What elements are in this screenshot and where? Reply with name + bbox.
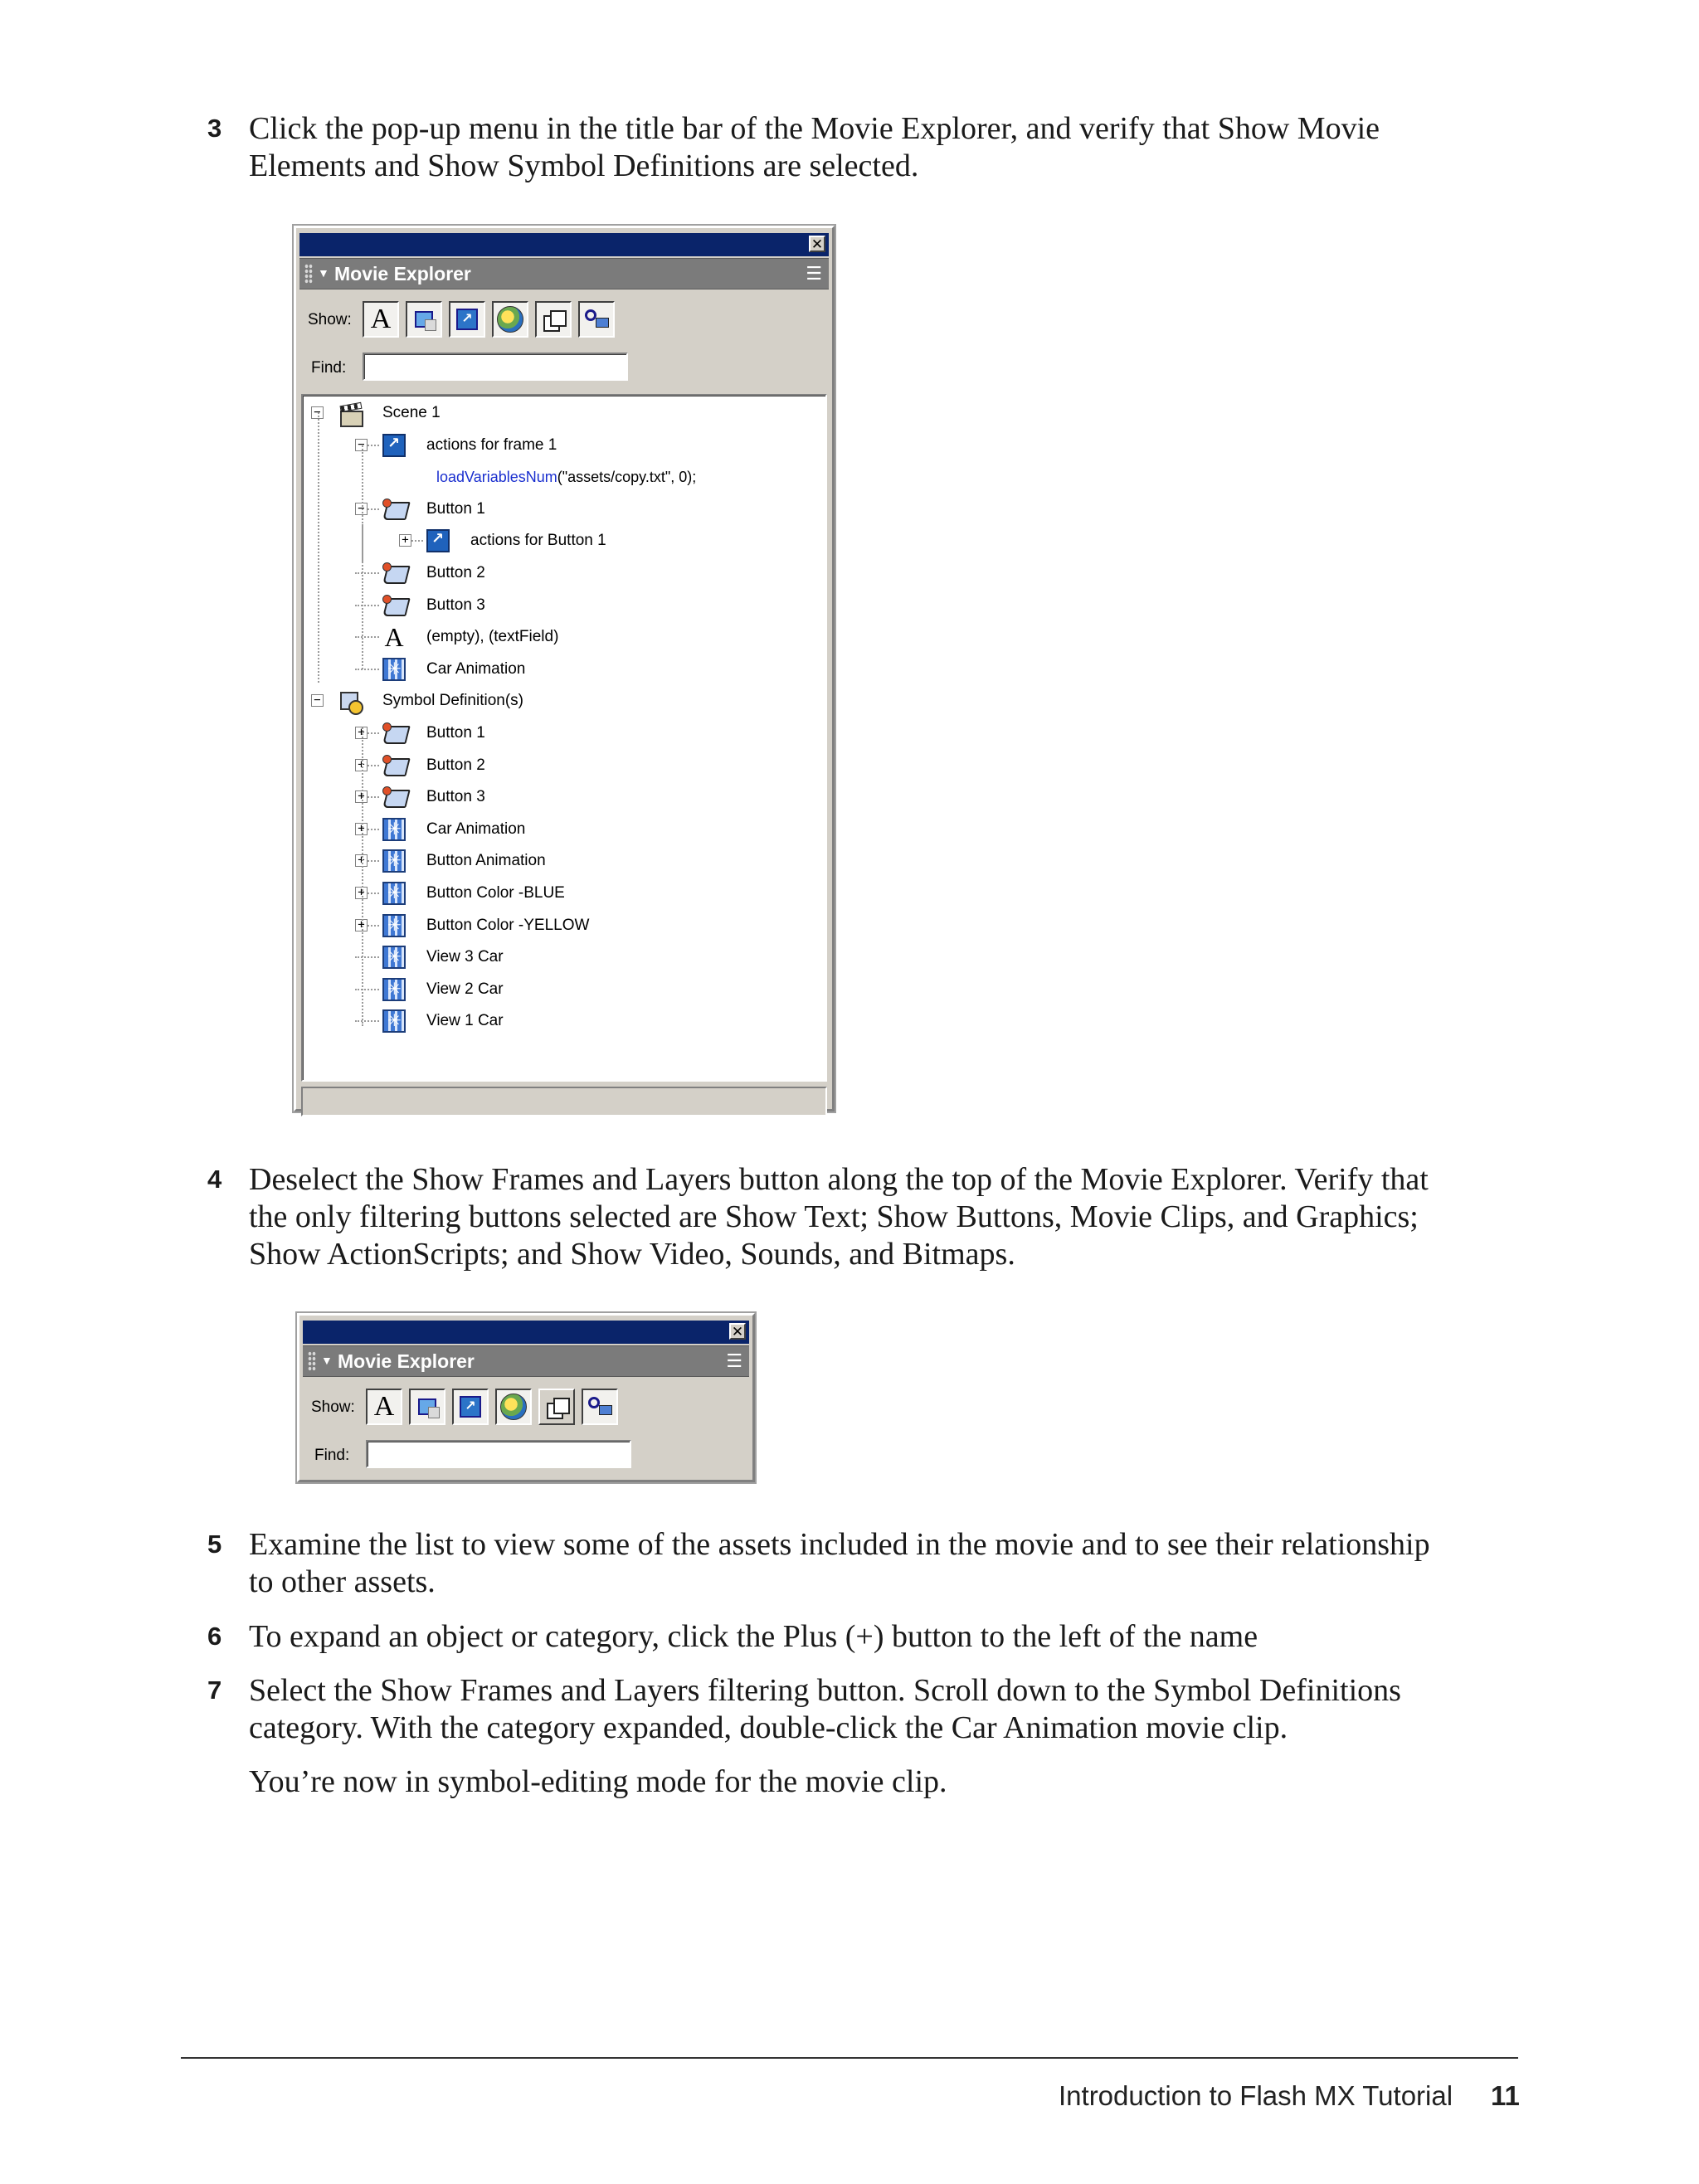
tree-row[interactable] bbox=[303, 654, 825, 685]
footer-rule bbox=[181, 2057, 1518, 2059]
step-4 bbox=[207, 1161, 1510, 1273]
tree-row[interactable] bbox=[303, 878, 825, 909]
show-frames-layers-button[interactable] bbox=[538, 1389, 575, 1425]
movie-explorer-panel-compact bbox=[297, 1313, 755, 1482]
tree-item-label bbox=[426, 948, 504, 966]
tree-item-text: Button 1 bbox=[426, 499, 485, 518]
tree-item-text: Button 2 bbox=[426, 756, 485, 774]
step-7-note: You’re now in symbol-editing mode for the movie clip. bbox=[249, 1764, 947, 1799]
tree-item-text: (empty), (textField) bbox=[426, 628, 559, 646]
tree-item-text: Button Animation bbox=[426, 852, 546, 870]
scene-icon bbox=[338, 401, 362, 425]
tree-item-text: Button 3 bbox=[426, 596, 485, 614]
customize-icon bbox=[587, 1395, 612, 1418]
actionscript-icon: ↗ bbox=[460, 1396, 481, 1418]
media-icon bbox=[500, 1394, 527, 1420]
show-frames-layers-button[interactable] bbox=[535, 301, 572, 338]
button-icon bbox=[382, 754, 406, 777]
text-icon: A bbox=[373, 1391, 395, 1422]
tree-item-label bbox=[426, 756, 485, 775]
show-video-sounds-bitmaps-button[interactable] bbox=[492, 301, 528, 338]
tree-item-label bbox=[426, 564, 485, 582]
tree-item-text: Car Animation bbox=[426, 659, 526, 678]
tree-row[interactable] bbox=[303, 941, 825, 973]
step-text: Deselect the Show Frames and Layers button along the top of the Movie Explorer. Verify that the only filtering buttons selected are Show Text; Show Buttons, Movie Clips, and Graphics; Show ActionScripts; and Show Video, Sounds, and Bitmaps. bbox=[249, 1162, 1429, 1272]
tree-connector bbox=[368, 925, 379, 927]
collapse-arrow-icon[interactable]: ▼ bbox=[321, 1354, 333, 1367]
tree-row[interactable] bbox=[303, 494, 825, 525]
window-titlebar bbox=[303, 1321, 749, 1344]
options-menu-icon[interactable]: ☰ bbox=[726, 1350, 742, 1371]
tree-item-text: actions for frame 1 bbox=[426, 435, 557, 454]
actionscript-icon: ↗ bbox=[456, 309, 478, 330]
tree-connector bbox=[411, 540, 423, 542]
tree-connector bbox=[355, 605, 379, 606]
find-label: Find: bbox=[311, 359, 347, 377]
step-3 bbox=[207, 110, 1510, 185]
panel-title: Movie Explorer bbox=[338, 1350, 475, 1372]
tree-connector bbox=[368, 445, 379, 446]
frames-layers-icon bbox=[547, 1398, 567, 1416]
tree-item-label bbox=[426, 724, 485, 742]
tree-item-label bbox=[426, 917, 589, 935]
customize-items-button[interactable] bbox=[578, 301, 615, 338]
button-icon bbox=[382, 722, 406, 745]
panel-title: Movie Explorer bbox=[334, 263, 471, 285]
tree-connector bbox=[368, 860, 379, 862]
show-text-button[interactable] bbox=[366, 1389, 402, 1425]
tree-connector bbox=[355, 956, 379, 958]
tree-connector bbox=[355, 989, 379, 990]
tree-item-label bbox=[426, 788, 485, 806]
tree-row[interactable] bbox=[303, 557, 825, 589]
tree-item-text: actions for Button 1 bbox=[470, 532, 606, 550]
tree-row[interactable] bbox=[303, 974, 825, 1005]
tree-row[interactable] bbox=[303, 430, 825, 461]
tree-connector bbox=[368, 732, 379, 734]
step-5 bbox=[207, 1526, 1510, 1601]
tree-item-text: Scene 1 bbox=[382, 404, 441, 421]
tree-item-text: Button Color -BLUE bbox=[426, 884, 565, 902]
tree-view[interactable] bbox=[301, 394, 827, 1082]
symdef-icon bbox=[338, 689, 362, 713]
panel-header[interactable] bbox=[299, 258, 829, 289]
step-number: 7 bbox=[207, 1676, 222, 1705]
tree-row[interactable] bbox=[303, 621, 825, 653]
button-symbol-icon bbox=[418, 1398, 436, 1415]
find-input[interactable] bbox=[363, 353, 628, 381]
tree-connector bbox=[368, 508, 379, 510]
step-text: Examine the list to view some of the assets included in the movie and to see their relationship to other assets. bbox=[249, 1527, 1430, 1599]
tree-row[interactable] bbox=[303, 717, 825, 749]
collapse-icon[interactable]: − bbox=[355, 503, 368, 515]
page-number: 11 bbox=[1491, 2080, 1520, 2111]
tree-item-text: Symbol Definition(s) bbox=[382, 692, 523, 710]
window-titlebar bbox=[299, 233, 829, 256]
step-text: Click the pop-up menu in the title bar of the Movie Explorer, and verify that Show Movie Elements and Show Symbol Definitions are selected. bbox=[249, 111, 1380, 183]
tree-row[interactable] bbox=[303, 685, 825, 717]
tree-item-label bbox=[426, 660, 525, 679]
collapse-arrow-icon[interactable]: ▼ bbox=[318, 266, 329, 280]
show-label: Show: bbox=[308, 311, 352, 328]
tree-item-label bbox=[436, 469, 696, 486]
tree-item-text: View 2 Car bbox=[426, 980, 504, 998]
tree-item-text: Button 3 bbox=[426, 788, 485, 806]
expand-icon[interactable]: + bbox=[355, 727, 368, 739]
tree-item-label bbox=[382, 692, 523, 710]
movie-icon bbox=[382, 1009, 406, 1033]
step-number: 4 bbox=[207, 1165, 222, 1194]
tree-guide-line bbox=[362, 727, 363, 1026]
frames-layers-icon bbox=[543, 310, 563, 328]
tree-item-label bbox=[382, 404, 441, 422]
tree-connector bbox=[355, 669, 379, 670]
footer-title: Introduction to Flash MX Tutorial bbox=[1059, 2080, 1453, 2111]
movie-icon bbox=[382, 818, 406, 841]
show-actionscripts-button[interactable] bbox=[449, 301, 485, 338]
collapse-icon[interactable]: − bbox=[355, 439, 368, 451]
expand-icon[interactable]: + bbox=[399, 534, 411, 547]
tree-row[interactable] bbox=[303, 461, 825, 493]
tree-item-label bbox=[426, 980, 504, 999]
movie-icon bbox=[382, 658, 406, 681]
show-label: Show: bbox=[311, 1398, 355, 1416]
step-number: 6 bbox=[207, 1622, 222, 1651]
collapse-icon[interactable]: − bbox=[311, 694, 324, 707]
media-icon bbox=[497, 306, 523, 333]
step-number: 5 bbox=[207, 1530, 222, 1559]
button-icon bbox=[382, 786, 406, 809]
tree-item-text: View 3 Car bbox=[426, 948, 504, 966]
tree-item-text: Car Animation bbox=[426, 820, 526, 838]
tree-item-label bbox=[426, 820, 525, 839]
grip-icon[interactable] bbox=[304, 264, 313, 284]
action-icon bbox=[382, 434, 406, 457]
tree-item-label bbox=[426, 500, 485, 518]
status-bar bbox=[301, 1087, 827, 1116]
tree-connector bbox=[368, 765, 379, 766]
tree-guide-line bbox=[318, 412, 319, 683]
tree-item-text: loadVariablesNum bbox=[436, 469, 557, 486]
close-icon[interactable]: ✕ bbox=[729, 1323, 746, 1340]
tree-row[interactable] bbox=[303, 590, 825, 621]
show-buttons-movieclips-graphics-button[interactable] bbox=[406, 301, 442, 338]
tree-connector bbox=[368, 796, 379, 798]
tree-item-label bbox=[470, 532, 606, 550]
tree-row[interactable] bbox=[303, 910, 825, 941]
tree-item-label bbox=[426, 1012, 504, 1030]
action-icon bbox=[426, 529, 450, 552]
tree-item-label bbox=[426, 884, 565, 902]
tree-row[interactable] bbox=[303, 750, 825, 781]
filter-buttons bbox=[366, 1389, 618, 1425]
button-symbol-icon bbox=[415, 311, 433, 328]
expand-icon[interactable]: + bbox=[355, 887, 368, 899]
tree-row[interactable] bbox=[303, 525, 825, 557]
tree-connector bbox=[368, 893, 379, 894]
tree-connector bbox=[355, 636, 379, 638]
tree-row[interactable] bbox=[303, 814, 825, 845]
movie-icon bbox=[382, 849, 406, 873]
tree-item-label bbox=[426, 596, 485, 615]
movie-icon bbox=[382, 946, 406, 969]
step-7 bbox=[207, 1672, 1510, 1747]
expand-icon[interactable]: + bbox=[355, 823, 368, 835]
step-number: 3 bbox=[207, 114, 222, 143]
tree-row[interactable] bbox=[303, 845, 825, 877]
tree-item-text: Button 2 bbox=[426, 564, 485, 581]
step-text: To expand an object or category, click the Plus (+) button to the left of the name bbox=[249, 1619, 1258, 1654]
expand-icon[interactable]: + bbox=[355, 854, 368, 867]
tree-item-label bbox=[426, 436, 557, 455]
step-text: Select the Show Frames and Layers filtering button. Scroll down to the Symbol Definitions category. With the category expanded, double-click the Car Animation movie clip. bbox=[249, 1673, 1401, 1745]
text-icon: A bbox=[370, 304, 392, 334]
tree-item-label bbox=[426, 852, 546, 870]
tree-item-label bbox=[426, 628, 558, 646]
show-actionscripts-button[interactable] bbox=[452, 1389, 489, 1425]
collapse-icon[interactable]: − bbox=[311, 406, 324, 419]
filter-buttons bbox=[363, 301, 615, 338]
button-icon bbox=[382, 498, 406, 521]
tree-connector bbox=[355, 1020, 379, 1022]
find-label: Find: bbox=[314, 1447, 350, 1464]
expand-icon[interactable]: + bbox=[355, 759, 368, 771]
tree-connector bbox=[368, 829, 379, 830]
expand-icon[interactable]: + bbox=[355, 919, 368, 931]
close-icon[interactable]: ✕ bbox=[809, 236, 825, 252]
options-menu-icon[interactable]: ☰ bbox=[806, 263, 822, 284]
show-video-sounds-bitmaps-button[interactable] bbox=[495, 1389, 532, 1425]
code-arguments: ("assets/copy.txt", 0); bbox=[557, 469, 697, 486]
button-icon bbox=[382, 594, 406, 617]
button-icon bbox=[382, 562, 406, 585]
movie-explorer-panel bbox=[294, 226, 835, 1111]
tree-row[interactable] bbox=[303, 1005, 825, 1037]
tree-row[interactable] bbox=[303, 397, 825, 429]
movie-icon bbox=[382, 882, 406, 905]
movie-icon bbox=[382, 978, 406, 1001]
tree-item-text: View 1 Car bbox=[426, 1012, 504, 1030]
grip-icon[interactable] bbox=[308, 1351, 316, 1371]
tree-connector bbox=[355, 572, 379, 574]
step-6 bbox=[207, 1618, 1510, 1656]
tree-guide-line bbox=[362, 524, 363, 562]
text-icon: A bbox=[384, 622, 404, 653]
customize-icon bbox=[584, 308, 609, 331]
panel-header[interactable] bbox=[303, 1345, 749, 1377]
customize-items-button[interactable] bbox=[582, 1389, 618, 1425]
tree-item-text: Button 1 bbox=[426, 724, 485, 742]
tree-item-text: Button Color -YELLOW bbox=[426, 916, 590, 934]
show-buttons-movieclips-graphics-button[interactable] bbox=[409, 1389, 445, 1425]
find-input[interactable] bbox=[366, 1440, 631, 1468]
expand-icon[interactable]: + bbox=[355, 790, 368, 803]
tree-row[interactable] bbox=[303, 781, 825, 813]
show-text-button[interactable] bbox=[363, 301, 399, 338]
movie-icon bbox=[382, 914, 406, 937]
